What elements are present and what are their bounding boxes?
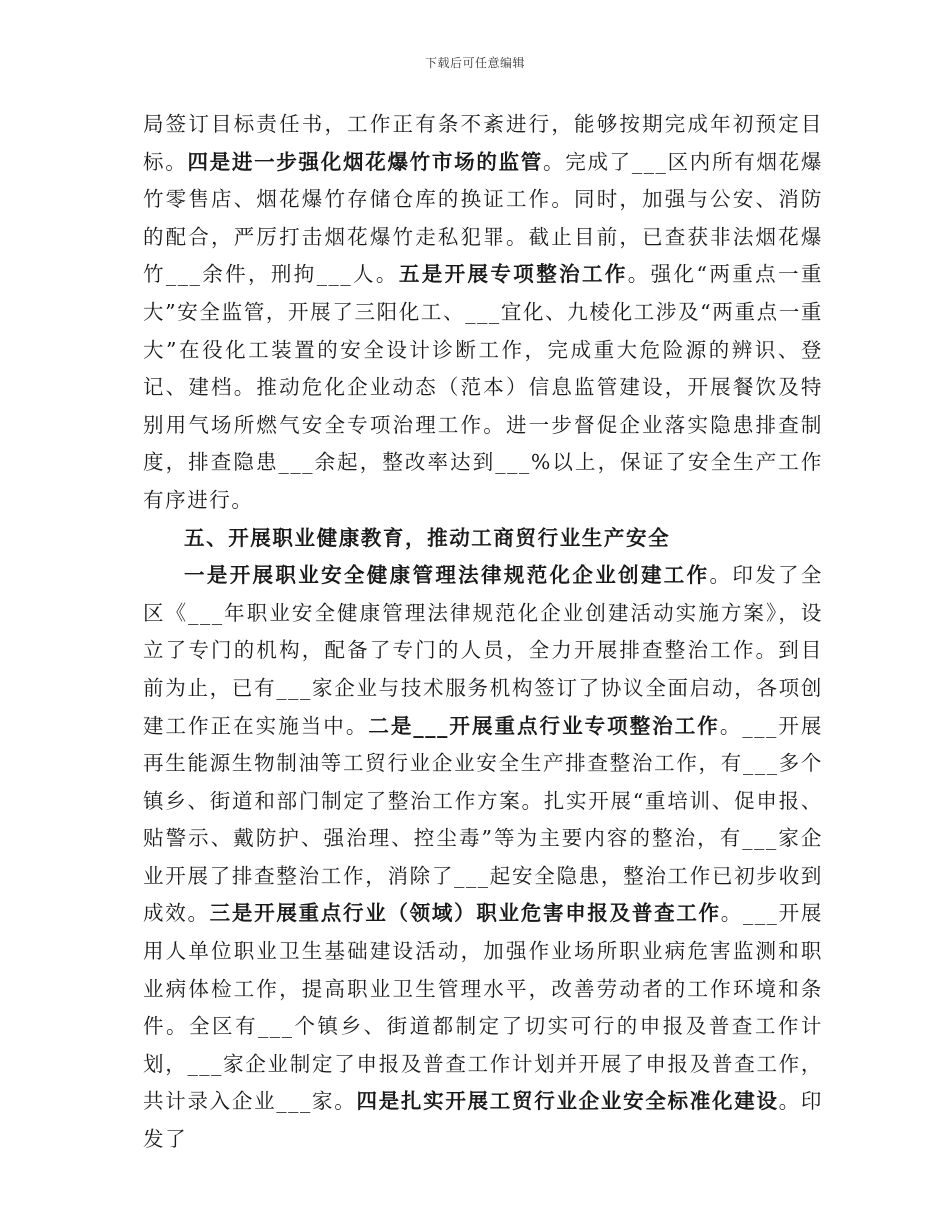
bold-run: 一是开展职业安全健康管理法律规范化企业创建工作 — [184, 563, 710, 588]
bold-run: 二是___开展重点行业专项整治工作 — [368, 713, 720, 738]
bold-run: 四是扎实开展工贸行业企业安全标准化建设 — [356, 1089, 779, 1114]
text-run: 。___开展用人单位职业卫生基础建设活动，加强作业场所职业病危害监测和职业病体检工作，提高职业卫生管理水平，改善劳动者的工作环境和条件。全区有___个镇乡、街道都制定了切实可行的申报及普查工作计划，___家企业制定了申报及普查工作计划并开展了申报及普查工作，共计录入企业___家。 — [143, 901, 823, 1114]
text-run: 。完成了___区内所有烟花爆竹零售店、烟花爆竹存储仓库的换证工作。同时，加强与公安、消防的配合，严厉打击烟花爆竹走私犯罪。截止目前，已查获非法烟花爆竹___余件，刑拘___人。 — [143, 149, 824, 287]
paragraph-fireworks-and-special-rectification — [143, 106, 823, 520]
section-heading: 五、开展职业健康教育，推动工商贸行业生产安全 — [184, 525, 671, 550]
text-run: 局签订目标责任书，工作正有条不紊进行，能够按期完成年初预定目标。 — [143, 112, 823, 174]
text-run: 。印发了 — [143, 1089, 823, 1152]
bold-run: 三是开展重点行业（领域）职业危害申报及普查工作 — [209, 901, 721, 926]
text-run: 。强化“两重点一重大”安全监管，开展了三阳化工、___宜化、九棱化工涉及“两重点一重大”在役化工装置的安全设计诊断工作，完成重大危险源的辨识、登记、建档。推动危化企业动态（范本）信息监管建设，开展餐饮及特别用气场所燃气安全专项治理工作。进一步督促企业落实隐患排查制度，排查隐患___余起，整改率达到___%以上，保证了安全生产工作有序进行。 — [143, 262, 824, 512]
page-header: 下载后可任意编辑 — [424, 56, 525, 70]
document-body — [143, 106, 823, 1159]
bold-run: 五是开展专项整治工作 — [398, 262, 628, 287]
bold-run: 四是进一步强化烟花爆竹市场的监管 — [187, 149, 544, 174]
text-run: 。___开展再生能源生物制油等工贸行业企业安全生产排查整治工作，有___多个镇乡、街道和部门制定了整治工作方案。扎实开展“重培训、促申报、贴警示、戴防护、强治理、控尘毒”等为主要内容的整治，有___家企业开展了排查整治工作，消除了___起安全隐患，整治工作已初步收到成效。 — [143, 713, 823, 926]
text-run: 。印发了全区《___年职业安全健康管理法律规范化企业创建活动实施方案》，设立了专门的机构，配备了专门的人员，全力开展排查整治工作。到目前为止，已有___家企业与技术服务机构签订了协议全面启动，各项创建工作正在实施当中。 — [143, 563, 823, 738]
paragraph-occupational-health — [143, 557, 823, 1159]
